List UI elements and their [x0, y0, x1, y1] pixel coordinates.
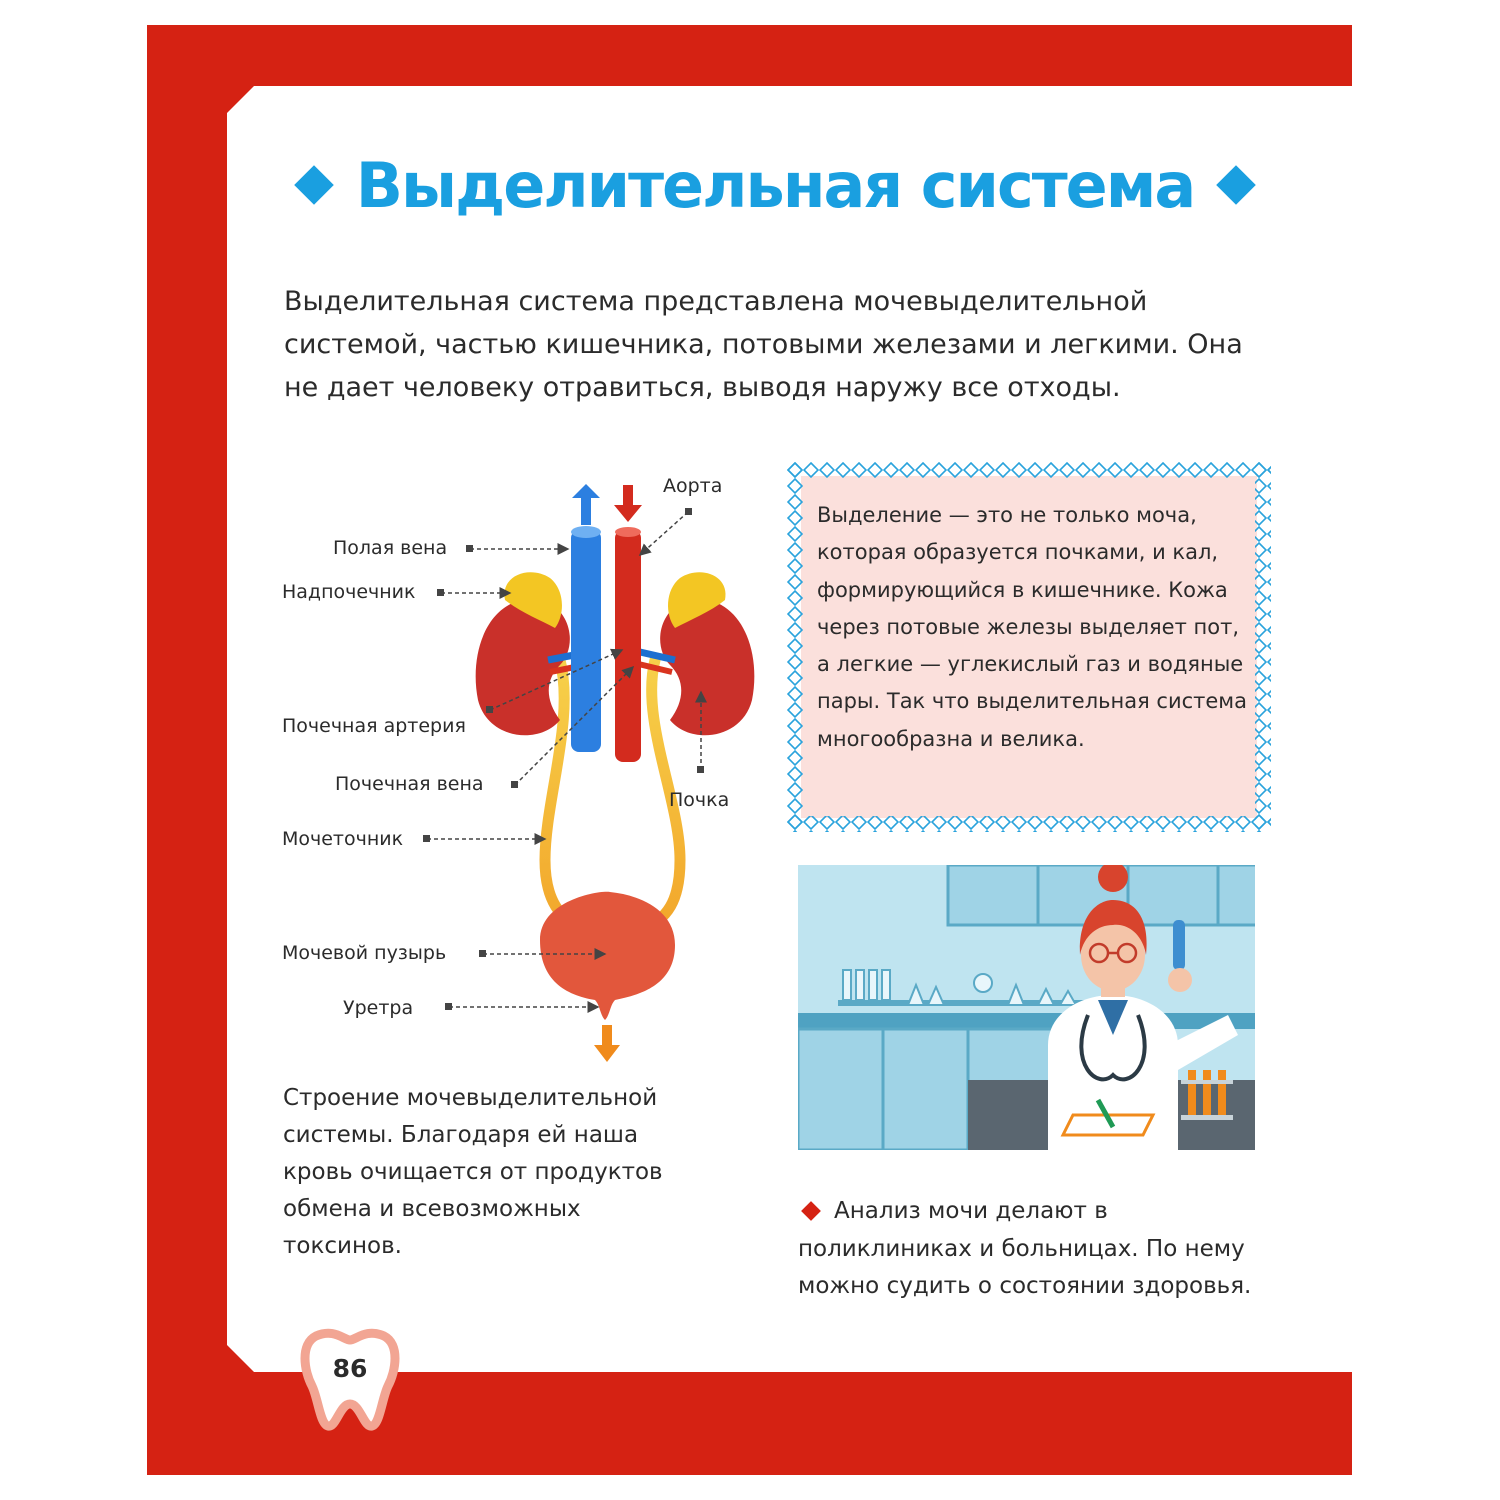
label-renal-vein: Почечная вена: [335, 773, 484, 795]
title-row: [300, 140, 1250, 230]
diagram-caption: Строение мочевыделительной системы. Благодаря ей наша кровь очищается от продуктов обмена и всевозможных токсинов.: [283, 1085, 663, 1259]
intro-paragraph: Выделительная система представлена мочевыделительной системой, частью кишечника, потовыми железами и легкими. Она не дает человеку отравиться, выводя наружу все отходы.: [284, 286, 1243, 403]
diamond-icon: [294, 165, 334, 205]
label-vena-cava: Полая вена: [333, 537, 448, 559]
page-number: 86: [332, 1354, 368, 1383]
label-kidney: Почка: [669, 789, 730, 811]
label-aorta: Аорта: [663, 475, 723, 497]
label-renal-artery: Почечная артерия: [282, 715, 466, 737]
label-adrenal: Надпочечник: [282, 581, 416, 603]
page-title: Выделительная система: [355, 148, 1195, 222]
lab-caption-text: Анализ мочи делают в поликлиниках и больницах. По нему можно судить о состоянии здоровья.: [798, 1198, 1252, 1299]
diamond-bullet-icon: [801, 1201, 821, 1221]
label-urethra: Уретра: [343, 997, 414, 1019]
lab-caption: [798, 1193, 1278, 1306]
info-box-text: Выделение — это не только моча, которая образуется почками, и кал, формирующийся в кишечнике. Кожа через потовые железы выделяет пот, а легкие — углекислый газ и водяные пары. Так что выделительная система многообразна и велика.: [817, 503, 1248, 751]
label-ureter: Мочеточник: [282, 828, 404, 850]
label-bladder: Мочевой пузырь: [282, 942, 447, 964]
lab-illustration: [798, 865, 1255, 1150]
